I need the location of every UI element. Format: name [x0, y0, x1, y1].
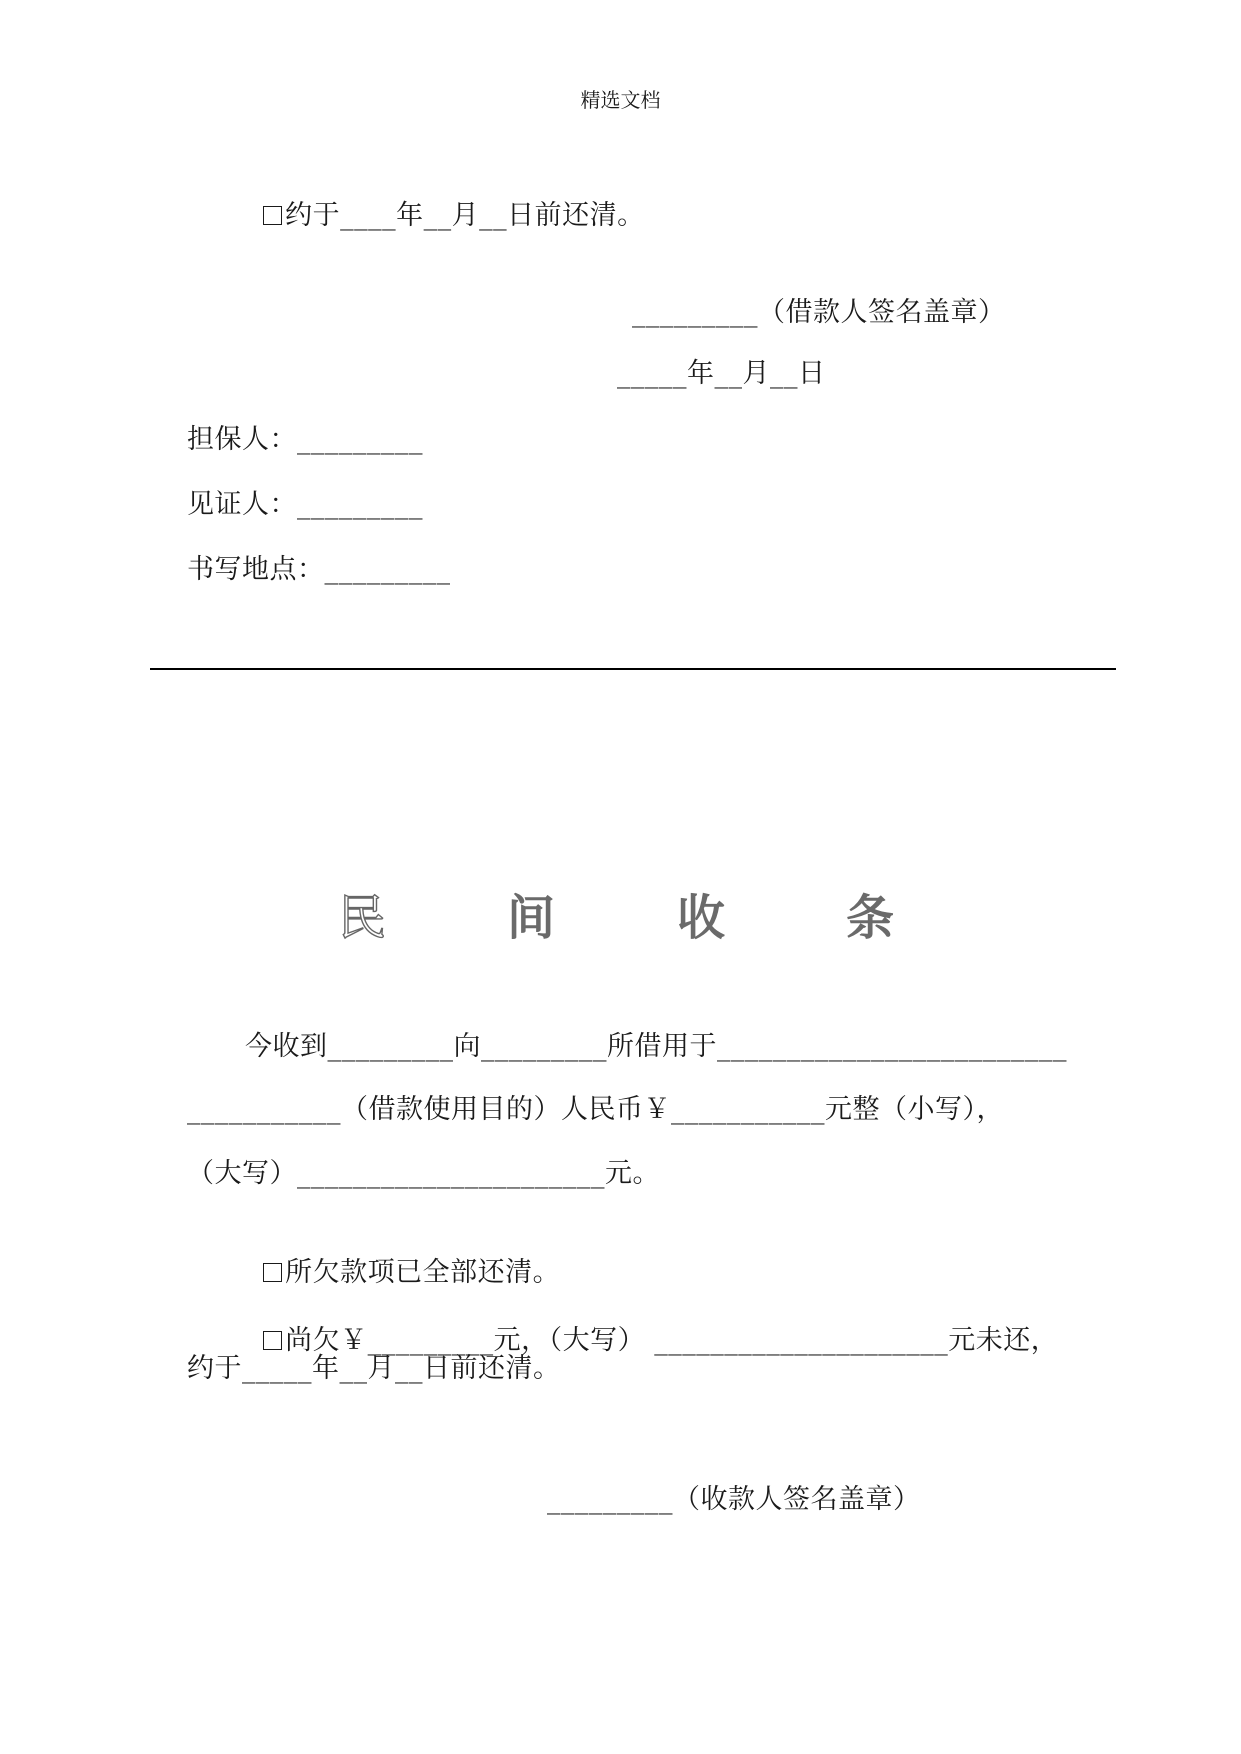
- checkbox[interactable]: [263, 206, 282, 225]
- title-char-1: 民: [338, 890, 387, 946]
- receipt-line-2: ___________（借款使用目的）人民币￥___________元整（小写），: [187, 1094, 1004, 1125]
- date-line: _____年__月__日: [617, 358, 826, 389]
- receipt-repay-line: 约于_____年__月__日前还清。: [187, 1353, 561, 1384]
- title-char-4: 条: [846, 890, 895, 946]
- repay-date-text: 约于____年__月__日前还清。: [285, 200, 645, 231]
- checkbox[interactable]: [263, 1331, 282, 1350]
- writing-place-line: 书写地点：_________: [187, 554, 451, 585]
- payee-signature-line: _________（收款人签名盖章）: [547, 1484, 921, 1515]
- borrower-signature-line: _________（借款人签名盖章）: [632, 297, 1006, 328]
- witness-line: 见证人：_________: [187, 489, 423, 520]
- guarantor-line: 担保人：_________: [187, 424, 423, 455]
- title-char-2: 间: [507, 890, 556, 946]
- option-owed-row: [245, 1290, 1058, 1358]
- option-paid-text: 所欠款项已全部还清。: [285, 1257, 561, 1288]
- title-char-3: 收: [677, 890, 726, 946]
- receipt-title: [0, 888, 1241, 958]
- checkbox[interactable]: [263, 1263, 282, 1282]
- receipt-line-1: 今收到_________向_________所借用于_________________________: [245, 1031, 1067, 1062]
- page-header: 精选文档: [580, 88, 661, 112]
- repay-option-row: [245, 165, 645, 233]
- option-owed-text: 尚欠￥_________元，（大写） _____________________元未还，: [285, 1325, 1059, 1356]
- section-divider: [150, 668, 1116, 670]
- receipt-line-3: （大写）______________________元。: [187, 1158, 660, 1189]
- option-paid-row: [245, 1222, 560, 1290]
